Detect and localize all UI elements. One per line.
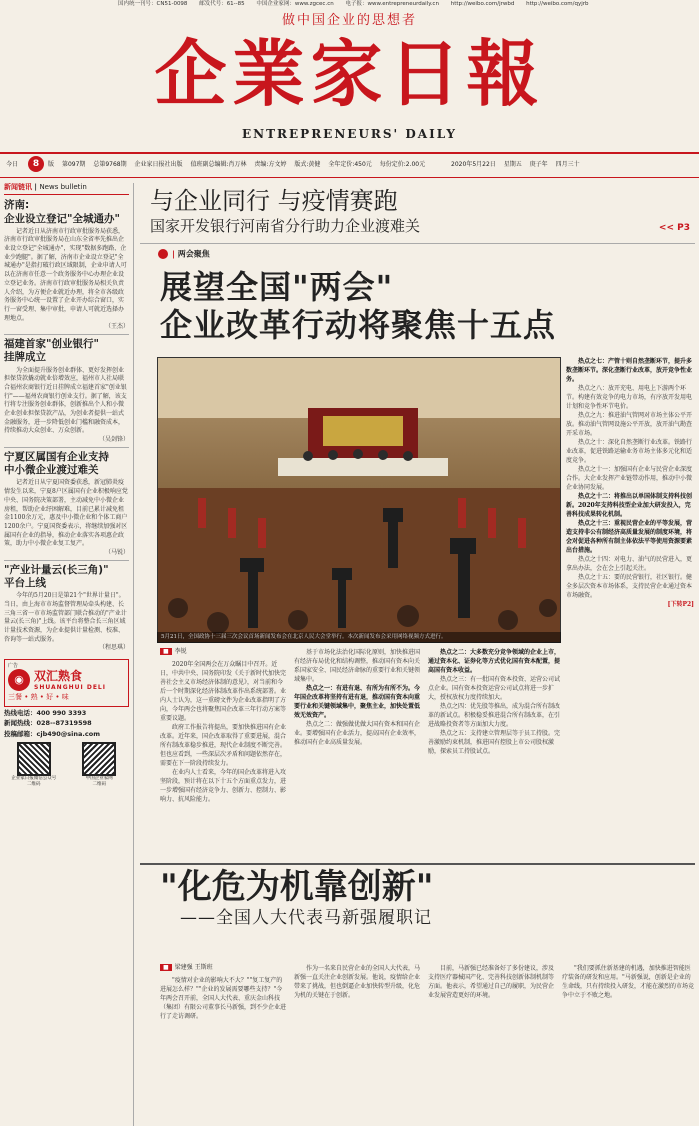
badge-icon xyxy=(158,249,168,259)
bottom-col-2 xyxy=(294,964,422,1124)
feature-paragraph: 在业内人士看来，今年的国企改革将进入攻坚阶段，预计将在以下十五个方面重点发力，进一步增强国有经济竞争力、创新力、控制力、影响力、抗风险能力。 xyxy=(160,769,287,803)
feature-paragraph: 热点之五：支持建立管理层等于员工持股。完善激励约束机制，推进国有控股上市公司股权激励，探索员工持股试点。 xyxy=(428,730,560,755)
ad-brand: 双汇熟食 xyxy=(34,669,83,684)
bottom-headline-block[interactable] xyxy=(160,868,680,930)
bulletin-title-en: News bulletin xyxy=(39,183,87,191)
lunar-year: 庚子年 xyxy=(529,161,548,168)
bulletin-item-title: 济南: 企业设立登记"全城通办" xyxy=(4,199,120,225)
hotspot-item: 热点之十：深化自然垄断行业改革。铁路行业改革，促进铁路运输业务市场主体多元化和适度竞争。 xyxy=(566,439,693,464)
feature-headline[interactable] xyxy=(160,268,630,345)
top-strip-item[interactable]: 电子报：www.entrepreneurdaily.cn xyxy=(345,1,439,7)
hotspot-item: 热点之十二：将推出以单国体制支持科技创新。2020年支持科技型企业加大研发投入，完善科技成果转化机制。 xyxy=(566,493,693,518)
feature-tag xyxy=(158,249,210,260)
ad-slogan: 三餐 • 熟 • 好 • 味 xyxy=(8,693,69,702)
feature-title-line1: 展望全国"两会" xyxy=(160,268,394,306)
photo-illustration xyxy=(158,358,561,643)
feature-tag-separator: | xyxy=(172,249,175,259)
page-count-badge: 8 xyxy=(28,156,44,172)
feature-title-line2: 企业改革行动将聚焦十五点 xyxy=(160,306,557,345)
photo-caption: 5月21日，全国政协十三届三次会议首场新闻发布会在北京人民大会堂举行。本次新闻发布会采用网络视频方式进行。 xyxy=(157,632,561,643)
top-strip-item[interactable]: http://weibo.com/jrwbd xyxy=(450,1,515,7)
bulletin-item-body: 为全面提升服务创业群体、更好发挥创业担保贷款撬动就业倍增效应，福州市人社局联合福州农商银行近日挂牌成立福建首家"创业银行"——福州农商银行创业支行。据了解，该支行将专注服务创业群体，创新推出个人和小微企业创业担保贷款产品，为创业者提供一站式金融服务，进一步降低创业门槛和融资成本，持续推动大众创业、万众创新。 xyxy=(4,366,127,435)
price-year: 全年定价:450元 xyxy=(328,161,372,168)
top-strip-item[interactable]: 中国企业家网：www.zgcec.cn xyxy=(256,1,334,7)
top-strip-item[interactable]: http://weibo.com/qyjrb xyxy=(526,1,589,7)
author-tag: ■ xyxy=(160,648,172,655)
editor: 责编:方文婷 xyxy=(254,161,287,168)
hotspot-item: 热点之十四：对电力、油气的民营进入，更拿出办法，会在会上引起关注。 xyxy=(566,556,693,572)
feature-paragraph: 政府工作报告将提出，要加快推进国有企业改革。近年来，国企改革取得了重要进展，混合所有制改革稳步推进，现代企业制度不断完善。但也应看到，一些深层次矛盾和问题依然存在，需要在下一阶段持续发力。 xyxy=(160,724,287,767)
total-issue: 总第9768期 xyxy=(93,161,127,168)
news-bulletin-column xyxy=(4,183,134,1126)
bottom-subheadline: ——全国人大代表马新强履职记 xyxy=(180,908,432,929)
bottom-headline: "化危为机靠创新" xyxy=(160,867,434,907)
feature-col-1 xyxy=(160,660,288,860)
bulletin-item-byline: （马锐） xyxy=(104,548,129,556)
submit-email[interactable]: 投稿邮箱：cjb490@sina.com xyxy=(4,730,100,739)
bulletin-item-body: 记者近日从济南市行政审批服务局获悉，济南市行政审批服务局在山东全省率先推出企业设立登记"全城通办"，实现"数据多跑路、企业少跑腿"。据了解，济南市企业设立登记"全城通办"是指打破行政区域限制，企业申请人可以在济南市任意一个政务服务中心办理企业设立登记业务。济南市行政审批服务局相关负责人介绍，为方便企业就近办理，将全市各级政务服务中心统一设置了企业开办综合窗口，实行一窗受理、集中审批，申请人可就近选择办理地点。 xyxy=(4,227,127,322)
bulletin-header: 新闻链讯 | News bulletin xyxy=(4,183,129,195)
bulletin-item-body: 记者近日从宁夏国资委获悉，新冠肺炎疫情发生以来，宁夏8户区属国有企业积极响应党中央、国务院决策部署，主动减免中小微企业房租，帮助企业纾困解难，目前已累计减免租金1100余万元，惠及中小微企业和个体工商户1200余户。宁夏国资委表示，将继续加强对区属国有企业的指导，推动企业落实各项惠企政策，助力中小微企业复工复产。 xyxy=(4,479,128,548)
author-name: 梁建强 王斯班 xyxy=(174,964,213,971)
feature-hotspot: 热点之二：大多数充分竞争领域的企业上市，通过资本化、证券化等方式优化国有资本配置，提高国有资本收益。 xyxy=(428,649,560,674)
author-tag: ■ xyxy=(160,964,172,971)
press-conference-photo xyxy=(157,357,561,643)
bottom-col-1 xyxy=(160,976,288,1124)
today-label: 今日 xyxy=(6,161,19,168)
bottom-col-3 xyxy=(428,964,556,1124)
lunar-day: 四月三十 xyxy=(555,161,580,168)
hotspot-sidebar xyxy=(566,357,694,857)
bulletin-item-title: 宁夏区属国有企业支持 中小微企业渡过难关 xyxy=(4,451,109,477)
qr-caption: 中国企业家网 二维码 xyxy=(85,775,113,788)
masthead-english: ENTREPRENEURS' DAILY xyxy=(242,127,457,141)
author-name: 李锐 xyxy=(174,648,187,655)
feature-col-3 xyxy=(428,648,560,860)
bottom-col-4 xyxy=(562,964,694,1124)
feature-author xyxy=(160,648,187,656)
feature-paragraph: 2020年全国两会在万众瞩目中召开。近日，中共中央、国务院印发《关于新时代加快完善社会主义市场经济体制的意见》，对当前和今后一个时期深化经济体制改革作出系统部署。业内人士认为，这一重磅文件为企业改革指明了方向，今年两会也将聚焦国企改革三年行动方案等重要议题。 xyxy=(160,661,287,722)
hotspot-item: 热点之七：产管十则自然垄断环节，提升多数垄断环节。深化垄断行业改革，放开竞争性业务。 xyxy=(566,358,693,383)
issue-date: 2020年5月22日 xyxy=(451,161,496,168)
feature-tag-label: 两会聚焦 xyxy=(177,249,210,259)
price-copy: 每份定价:2.00元 xyxy=(379,161,426,168)
bulletin-item[interactable] xyxy=(4,564,129,652)
feature-paragraph: 热点之二：做强做优做大国有资本和国有企业。要增强国有企业活力，提高国有企业效率，推动国有企业高质量发展。 xyxy=(294,721,421,746)
page-label: 版 xyxy=(48,161,55,168)
hotspot-item: 热点之九：推进油气管网对市场主体公平开放。推动油气管网设施公平开放，放开油气勘查开采市场。 xyxy=(566,412,693,437)
hotspot-item: 热点之十一：加强国有企业与民营企业深度合作。大企业发挥产业链带动作用，推动中小微企业协同发展。 xyxy=(566,466,693,491)
qr-code-icon[interactable] xyxy=(17,742,51,776)
page-ref-link[interactable]: << P3 xyxy=(658,223,690,234)
bottom-author xyxy=(160,964,213,972)
hotspot-item: 热点之八：放开充电、用电上下游两个环节。构建有效竞争的电力市场，有序放开发用电计划和竞争性环节电价。 xyxy=(566,385,693,410)
top-headline: 与企业同行 与疫情赛跑 xyxy=(150,187,398,215)
top-strip-item: 国内统一刊号：CN51-0098 xyxy=(118,1,188,7)
layout-editor: 版式:黄健 xyxy=(294,161,321,168)
feature-paragraph: 热点之四：优先股等推出，成为混合所有制改革的新试点。积极稳妥推进混合所有制改革，在引进战略投资者等方面加大力度。 xyxy=(428,703,560,728)
slogan: 做中国企业的思想者 xyxy=(281,13,417,28)
bulletin-item-byline: （王杰） xyxy=(104,323,129,331)
feature-col-2 xyxy=(294,648,422,860)
bulletin-item-byline: （吴剑锋） xyxy=(98,436,129,444)
bulletin-item-title: "产业计量云(长三角)" 平台上线 xyxy=(4,564,109,590)
top-info-strip xyxy=(0,0,699,9)
weekday: 星期五 xyxy=(503,161,522,168)
ad-label: 广告 xyxy=(8,662,19,669)
bulletin-item[interactable] xyxy=(4,338,129,444)
brand-logo-icon: ◉ xyxy=(8,669,30,691)
feature-hotspot: 热点之一：有进有退、有所为有所不为。今年国企改革将坚持有进有退，推动国有资本向重要行业和关键领域集中，聚焦主业，加快处置低效无效资产。 xyxy=(294,685,421,719)
publisher: 企业家日报社出版 xyxy=(134,161,183,168)
top-subheadline: 国家开发银行河南省分行助力企业渡难关 xyxy=(150,217,421,236)
top-strip-item: 邮发代号：61--85 xyxy=(199,1,245,7)
bulletin-item[interactable] xyxy=(4,451,129,557)
advertisement[interactable] xyxy=(4,659,129,707)
top-headline-block[interactable] xyxy=(150,188,690,237)
qr-caption: 企业家日报微信公众号 二维码 xyxy=(11,775,57,788)
bottom-paragraph: "我们要抓住新基建的机遇，加快推进智能医疗装备的研发和应用。"马新强说，创新是企业的生命线，只有持续投入研发，才能在激烈的市场竞争中立于不败之地。 xyxy=(562,965,694,999)
bulletin-item-body: 今年的5月20日是第21个"世界计量日"。当日，由上海市市场监督管理局牵头构建、长三角三省一市市场监管部门联合推动的"产业计量云(长三角)"上线。该平台将整合长三角区域计量技术资源，为企业提供计量检测、校准、咨询等一站式服务。 xyxy=(4,592,127,643)
qr-code-icon[interactable] xyxy=(82,742,116,776)
hotspot-item: 热点之十五：要的民营银行，社区银行。健全多层次资本市场体系，支持民营企业通过资本市场融资。 xyxy=(566,574,693,599)
bulletin-item[interactable] xyxy=(4,199,129,331)
ad-brand-en: SHUANGHUI DELI xyxy=(34,683,106,691)
issue-number: 第097期 xyxy=(61,161,86,168)
feature-paragraph: 热点之三：有一批国有资本投资、运营公司试点企业。国有资本投资运营公司试点将进一步扩大，授权放权力度持续加大。 xyxy=(428,676,560,701)
bulletin-title: 新闻链讯 xyxy=(4,183,32,191)
continued-link[interactable]: [下转P2] xyxy=(667,601,694,608)
bottom-paragraph: 目前，马新强已经准备好了多份建议，涉及支持医疗器械国产化、完善科技创新体制机制等方面。他表示，希望通过自己的履职，为民营企业发展营造更好的环境。 xyxy=(428,965,555,999)
bottom-paragraph: "疫情对企业的影响大不大？""复工复产的进展怎么样？""企业的发展需要哪些支持？"今年两会召开前，全国人大代表、重庆金山科技（集团）有限公司董事长马新强，到不少企业进行了走访调研。 xyxy=(160,977,287,1020)
masthead: 企業家日報 xyxy=(154,31,545,116)
feature-paragraph: 基于市场化法治化国际化原则，加快推进国有经济布局优化和结构调整，推动国有资本向关系国家安全、国民经济命脉的重要行业和关键领域集中。 xyxy=(294,649,421,683)
news-phone: 新闻热线：028--87319598 xyxy=(4,719,92,728)
bulletin-item-byline: （程思琪） xyxy=(98,644,129,652)
issue-info-bar xyxy=(0,152,699,178)
editor-in-chief: 值班副总编辑:肖万林 xyxy=(190,161,247,168)
bottom-paragraph: 作为一名来自民营企业的全国人大代表，马新强一直关注企业创新发展。他说，疫情给企业带来了挑战，但也倒逼企业加快转型升级，化危为机的关键在于创新。 xyxy=(294,965,421,999)
bulletin-item-title: 福建首家"创业银行" 挂牌成立 xyxy=(4,338,99,364)
hotline: 热线电话：400 990 3393 xyxy=(4,708,87,717)
hotspot-item: 热点之十三：重视民营企业的平等发展，营造支持非公有制经济高质量发展的制度环境，将会对促进各种所有制主体依法平等使用资源要素出台措施。 xyxy=(566,520,693,554)
